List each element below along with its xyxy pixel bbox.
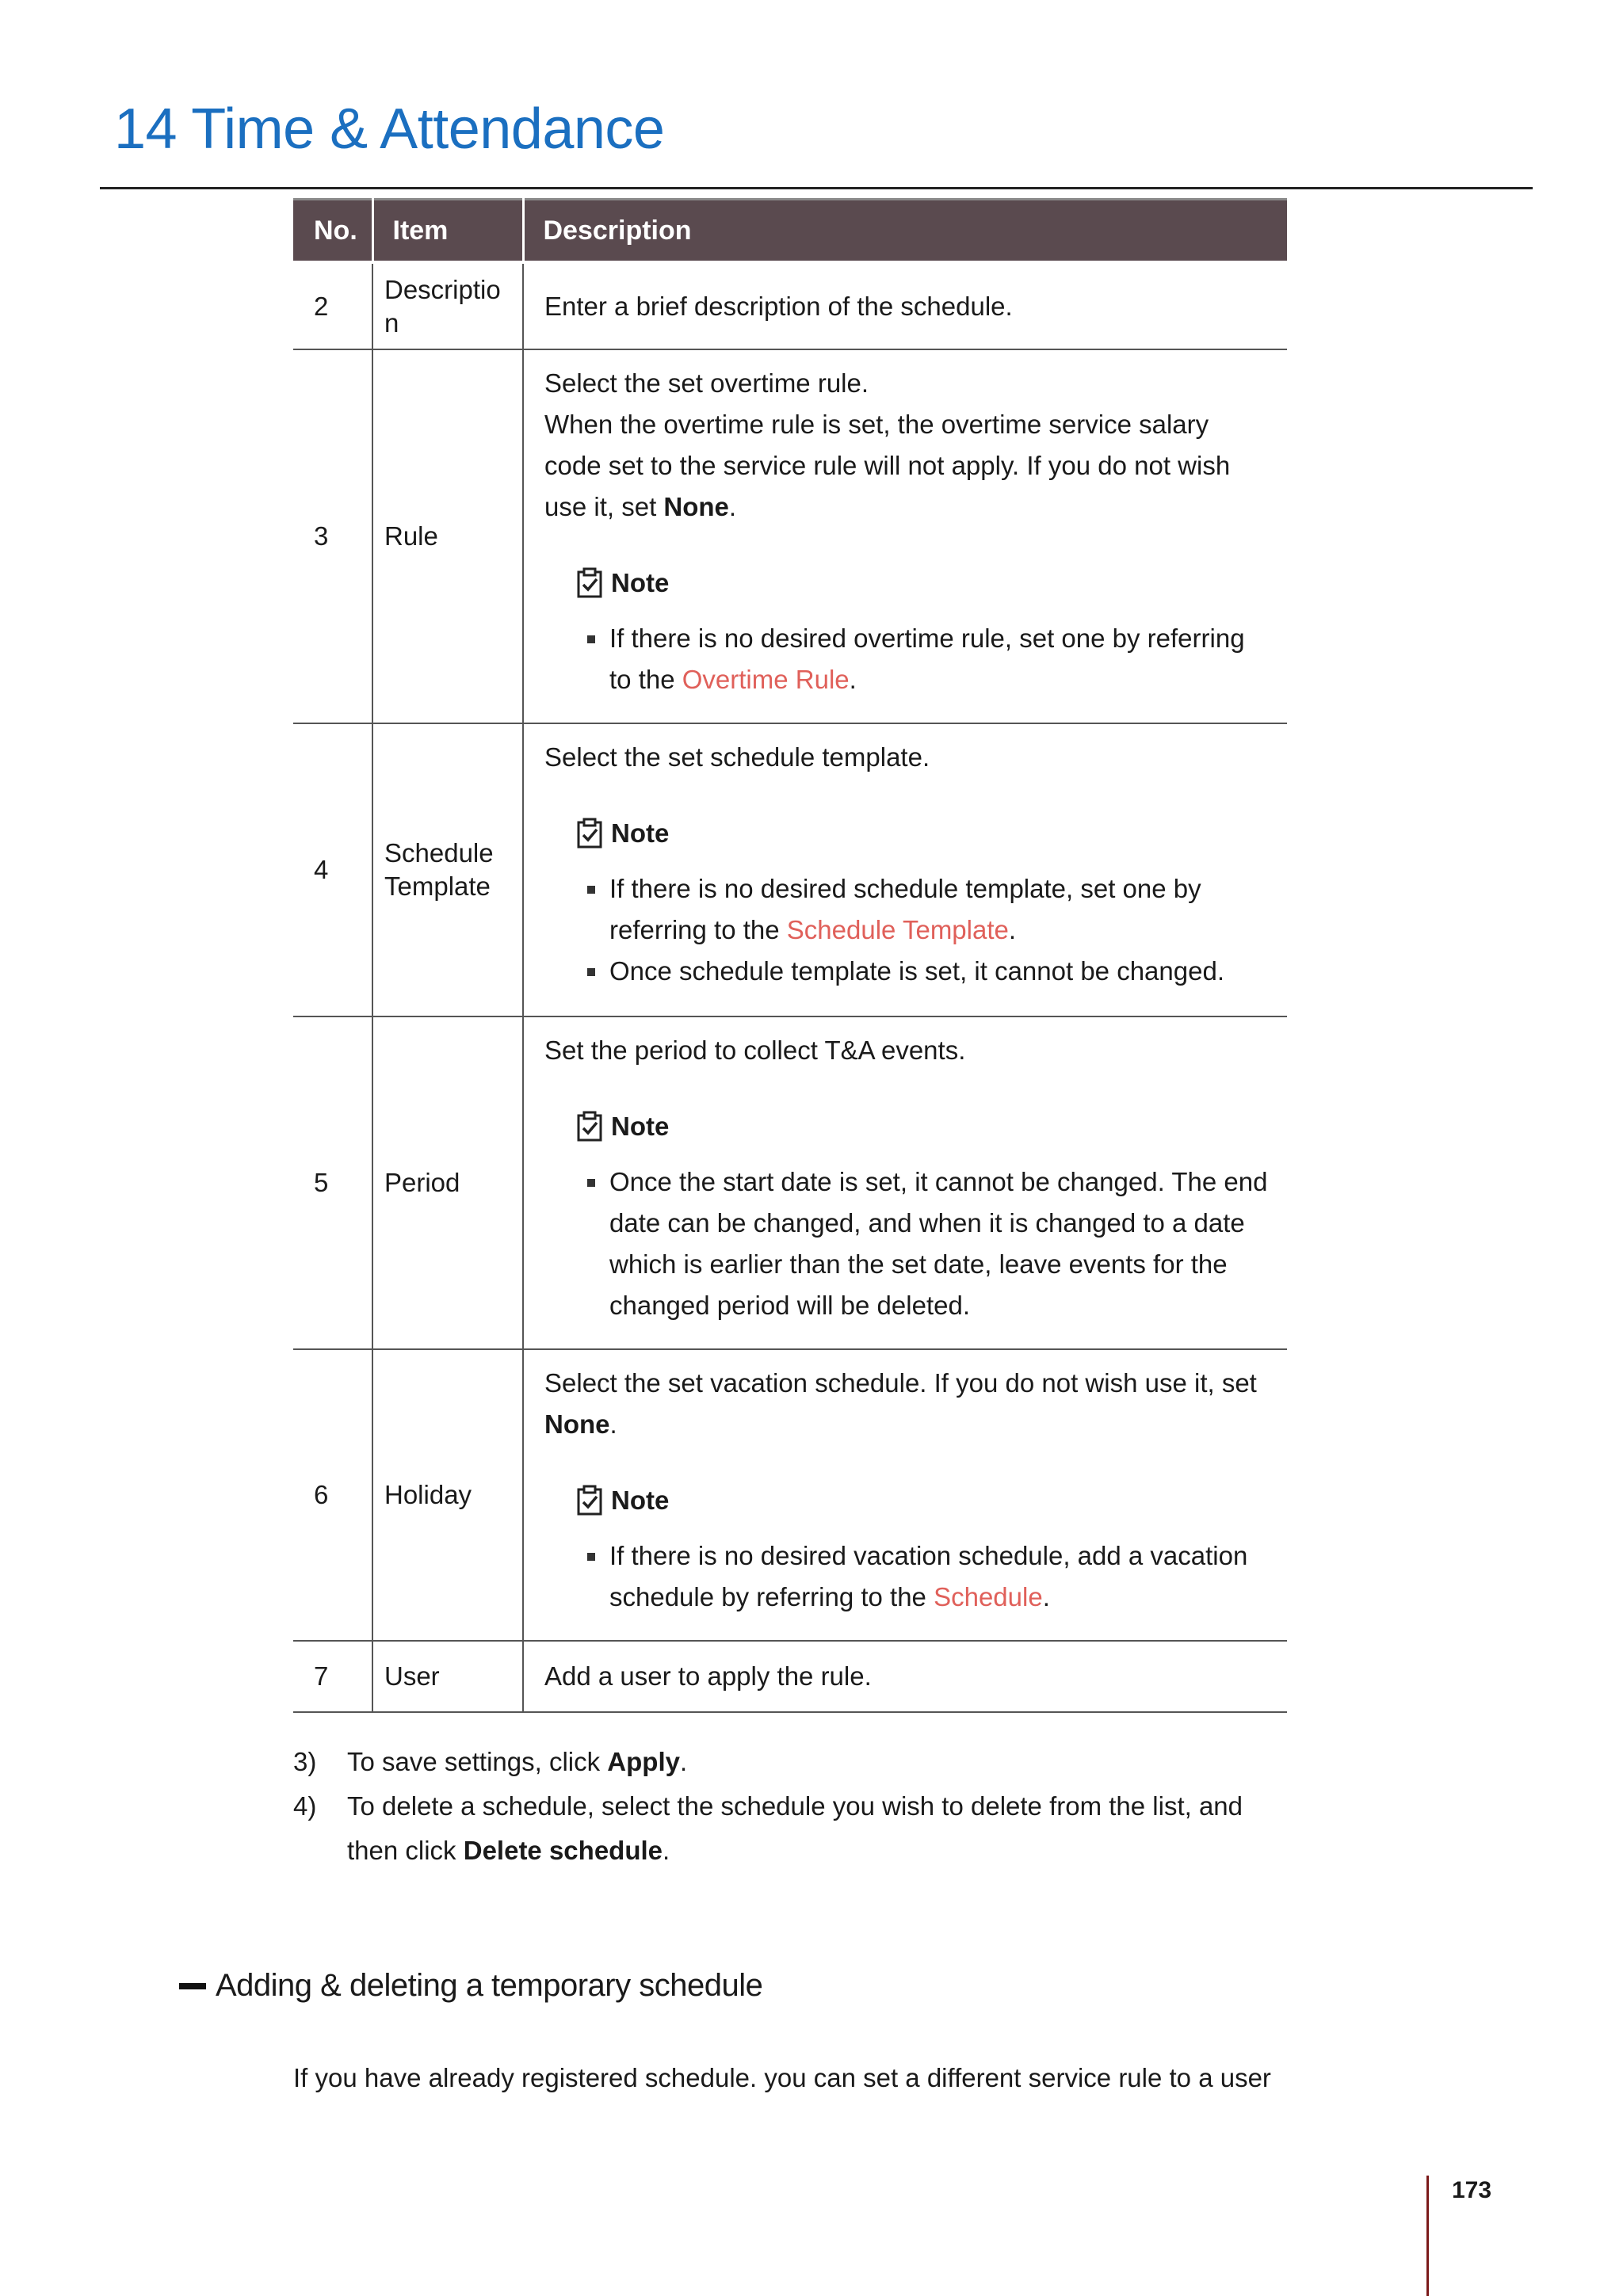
header-no: No. xyxy=(293,200,372,263)
row-number: 2 xyxy=(293,262,372,349)
none-keyword: None xyxy=(544,1409,610,1439)
clipboard-check-icon xyxy=(576,1485,603,1516)
schedule-template-link[interactable]: Schedule Template xyxy=(786,915,1009,944)
clipboard-check-icon xyxy=(576,818,603,849)
note-label: Note xyxy=(611,1486,670,1515)
table-header-row xyxy=(293,200,1287,263)
row-description xyxy=(523,1349,1287,1641)
row-item: Rule xyxy=(372,349,523,723)
description-end: . xyxy=(609,1409,617,1439)
step-item xyxy=(293,1740,1292,1784)
step-item xyxy=(293,1784,1292,1873)
note-item xyxy=(609,1535,1271,1618)
overtime-rule-link[interactable]: Overtime Rule xyxy=(682,665,850,694)
section-title: Adding & deleting a temporary schedule xyxy=(216,1968,763,2003)
table-row xyxy=(293,262,1287,349)
note-end: . xyxy=(849,665,857,694)
note-item: Once the start date is set, it cannot be changed. The end date can be changed, and when it is changed to a date which is earlier than the set date, leave events for the changed period will be deleted. xyxy=(609,1161,1271,1326)
apply-keyword: Apply xyxy=(607,1747,680,1776)
step-body: To delete a schedule, select the schedule you wish to delete from the list, and then click xyxy=(347,1791,1243,1865)
table-row xyxy=(293,723,1287,1016)
schedule-settings-table xyxy=(293,198,1287,1713)
note-end: . xyxy=(1008,915,1017,944)
note-list xyxy=(544,868,1271,992)
description-end: . xyxy=(728,492,737,521)
note-list xyxy=(544,618,1271,700)
row-number: 5 xyxy=(293,1016,372,1349)
none-keyword: None xyxy=(663,492,729,521)
description-text: When the overtime rule is set, the overtime service salary code set to the service rule will not apply. If you do not wish use it, set xyxy=(544,410,1231,521)
description-line: Set the period to collect T&A events. xyxy=(544,1035,966,1065)
row-item: Schedule Template xyxy=(372,723,523,1016)
row-item: Holiday xyxy=(372,1349,523,1641)
table-row xyxy=(293,1349,1287,1641)
step-text xyxy=(347,1784,1292,1873)
header-divider xyxy=(100,187,1533,189)
clipboard-check-icon xyxy=(576,567,603,599)
dash-icon xyxy=(179,1983,206,1989)
description-paragraph xyxy=(544,404,1271,528)
header-description: Description xyxy=(523,200,1287,263)
row-item: Descriptio n xyxy=(372,262,523,349)
note-label: Note xyxy=(611,568,670,597)
table-row xyxy=(293,1641,1287,1712)
note-text: If there is no desired schedule template, set one by referring to the xyxy=(609,874,1201,944)
table-row xyxy=(293,349,1287,723)
note-label: Note xyxy=(611,818,670,848)
description-text: Select the set vacation schedule. If you do not wish use it, set xyxy=(544,1368,1257,1398)
row-number: 3 xyxy=(293,349,372,723)
row-description: Enter a brief description of the schedule. xyxy=(523,262,1287,349)
step-index: 3) xyxy=(293,1747,317,1776)
chapter-title: 14 Time & Attendance xyxy=(114,97,665,161)
row-description xyxy=(523,1016,1287,1349)
row-description xyxy=(523,723,1287,1016)
delete-schedule-keyword: Delete schedule xyxy=(463,1836,663,1865)
row-description xyxy=(523,349,1287,723)
row-item: Period xyxy=(372,1016,523,1349)
table-row xyxy=(293,1016,1287,1349)
step-end: . xyxy=(663,1836,670,1865)
step-text xyxy=(347,1740,687,1784)
note-list xyxy=(544,1161,1271,1326)
note-item: Once schedule template is set, it cannot be changed. xyxy=(609,951,1271,992)
header-item: Item xyxy=(372,200,523,263)
footer-divider xyxy=(1426,2176,1429,2296)
note-item xyxy=(609,868,1271,951)
note-heading xyxy=(576,1106,1271,1147)
description-line: Select the set overtime rule. xyxy=(544,368,869,398)
note-item xyxy=(609,618,1271,700)
row-item: User xyxy=(372,1641,523,1712)
step-body: To save settings, click xyxy=(347,1747,608,1776)
schedule-link[interactable]: Schedule xyxy=(934,1582,1043,1611)
section-heading xyxy=(179,1968,762,2004)
note-heading xyxy=(576,813,1271,854)
step-index: 4) xyxy=(293,1791,317,1821)
note-label: Note xyxy=(611,1112,670,1141)
row-description: Add a user to apply the rule. xyxy=(523,1641,1287,1712)
steps-list xyxy=(293,1740,1292,1873)
row-number: 7 xyxy=(293,1641,372,1712)
description-paragraph xyxy=(544,1363,1271,1445)
note-list xyxy=(544,1535,1271,1618)
note-text: If there is no desired overtime rule, set one by referring to the xyxy=(609,624,1245,694)
row-number: 6 xyxy=(293,1349,372,1641)
note-heading xyxy=(576,1480,1271,1521)
note-heading xyxy=(576,563,1271,604)
clipboard-check-icon xyxy=(576,1111,603,1142)
page-number: 173 xyxy=(1452,2177,1492,2203)
body-paragraph: If you have already registered schedule. you can set a different service rule to a user xyxy=(293,2063,1271,2092)
row-number: 4 xyxy=(293,723,372,1016)
description-line: Select the set schedule template. xyxy=(544,742,930,772)
step-end: . xyxy=(679,1747,688,1776)
note-end: . xyxy=(1042,1582,1050,1611)
note-text: If there is no desired vacation schedule, add a vacation schedule by referring to the xyxy=(609,1541,1248,1611)
